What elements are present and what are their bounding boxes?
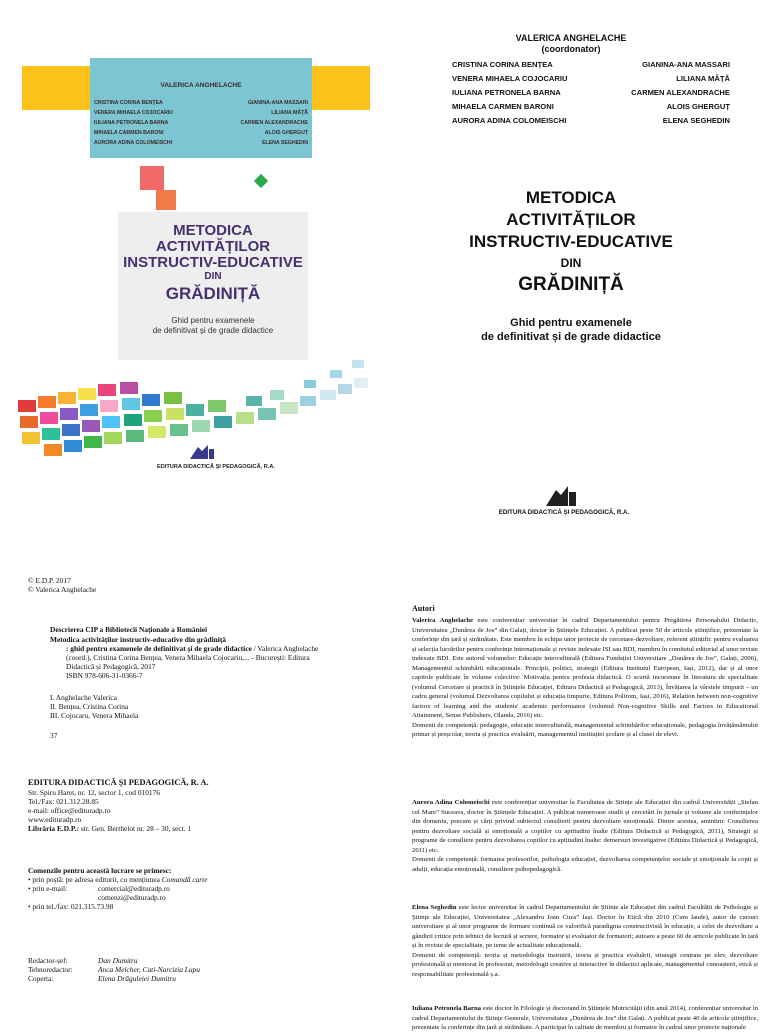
- author-bio: Aurora Adina Colomeischi este conferențiar universitar la Facultatea de Științe ale Educației din cadrul Universității „Ștefan cel Mare” Suceava, doctor în Științele Educației. A publicat numeroase studii și cercetări în jurnale și volume ale conferințelor din domeniu, precum și cărți privind subiectul consilierii pentru dezvoltare emoțională. Dintre acestea, amintim: Consilierea pentru dezvoltare socială și emoțională a copiilor cu aptitudini înalte (Editura Didactică și Pedagogică, 2011), Strategii și programe de consiliere pentru dezvoltarea copiilor cu aptitudini înalte: demersuri investigative (Editura Didactică și Pedagogică, 2011) etc. Domenii de competență: formarea profesorilor, psihologia educației, dezvoltarea competențelor sociale și emoționale la copii și adulți, educația emoțională, consiliere psihopedagogică.: [412, 799, 758, 873]
- author-domains: Domenii de competență: pedagogie, educație interculturală, managementul schimbărilor educaționale, pedagogia învățământului primar și preșcolar, teoria și practica evaluării, managementul instituției școlare și al clasei de elevi.: [412, 721, 758, 738]
- publisher-website: www.edituradp.ro: [28, 815, 82, 824]
- copyright-line: © Valerica Anghelache: [28, 585, 97, 594]
- orders-email-label: • prin e-mail:: [28, 884, 68, 893]
- publisher-logo-icon: [544, 484, 578, 508]
- author-bio: Elena Seghedin este lector universitar în cadrul Departamentului de Științe ale Educației din cadrul Facultății de Psihologie și Științe ale Educației, Universitatea „Alexandru Ioan Cuza” Iași. Doctor în Etică din 2010 (Cum laude), autor de cursuri universitare și al unor programe de formare continuă ce valorifică paradigma constructivistă în educație, a celei de dezvoltare a gândirii critice prin tehnici de lectură și scriere, formator și evaluator de formatori; autoare a peste 60 de articole publicate în țară și în reviste de specialitate, pe teme de actualitate educațională. Domenii de competență: teoria și metodologia instruirii, teoria și practica evaluării, strategii centrate pe elev, dezvoltare profesională și mentorat în profesorat, metodologii creative și interactive în didactici aplicate, managementul cunoașterii, etică și responsabilitate profesională ș.a.: [412, 904, 758, 978]
- orders-post: • prin poștă: pe adresa editurii, cu mențiunea Comandă carte: [28, 875, 208, 884]
- book-cover: [0, 0, 384, 512]
- cover-orange-square: [156, 190, 176, 210]
- cover-green-square: [254, 174, 268, 188]
- copyright-page: [0, 512, 384, 1024]
- bookstore-line: Librăria E.D.P.: str. Gen. Berthelot nr. 28 – 30, sect. 1: [28, 824, 192, 833]
- cover-title-block: METODICA ACTIVITĂȚILOR INSTRUCTIV-EDUCATIVE DIN GRĂDINIȚĂ Ghid pentru examenele de definitivat și de grade didactice: [118, 212, 308, 360]
- orders-tel: • prin tel./fax: 021.315.73.98: [28, 902, 114, 911]
- title-page-publisher: EDITURA DIDACTICĂ ȘI PEDAGOGICĂ, R.A.: [498, 509, 630, 516]
- publisher-address: Str. Spiru Haret, nr. 12, sector 1, cod 010176: [28, 788, 160, 797]
- staff-name: Anca Melcher, Cati-Narcizia Lupu: [98, 965, 200, 974]
- cip-heading: Descrierea CIP a Bibliotecii Naționale a României: [50, 625, 208, 634]
- orders-email-2: comenzi@edituradp.ro: [98, 893, 166, 902]
- cover-publisher-name: EDITURA DIDACTICĂ ȘI PEDAGOGICĂ, R.A.: [157, 464, 275, 470]
- publisher-phone: Tel./Fax: 021.312.28.85: [28, 797, 99, 806]
- staff-name: Elena Drăguleiei Dumitru: [98, 974, 177, 983]
- cip-title-line: Metodica activităților instructiv-educative din grădiniță: [50, 635, 226, 644]
- orders-email-1: comercial@edituradp.ro: [98, 884, 170, 893]
- authors-heading: Autori: [412, 604, 435, 613]
- author-domains: Domenii de competență: formarea profesorilor, psihologia educației, dezvoltarea competențelor sociale și emoționale la copii și adulți, educația emoțională, consiliere psihopedagogică.: [412, 856, 758, 873]
- title-line: INSTRUCTIV-EDUCATIVE: [469, 232, 673, 251]
- title-page: VALERICA ANGHELACHE (coordonator) CRISTINA CORINA BENȚEA GIANINA-ANA MASSARI VENERA MIHAELA COJOCARIU LILIANA MÂȚĂ IULIANA PETRONELA BARNA CARMEN ALEXANDRACHE MIHAELA CARMEN BARONI ALOIS GHERGUȚ AURORA ADINA COLOMEISCHI ELENA SEGHEDIN METODICA ACTIVITĂȚILOR INSTRUCTIV-EDUCATIVE DIN GRĂDINIȚĂ Ghid pentru examenele de definitivat și de grade didactice EDITURA DIDACTICĂ ȘI PEDAGOGICĂ, R.A.: [384, 0, 768, 512]
- staff-role: Redactor-șef:: [28, 956, 68, 965]
- cip-line: Didactică și Pedagogică, 2017: [66, 662, 156, 671]
- publisher-info-name: EDITURA DIDACTICĂ ȘI PEDAGOGICĂ, R. A.: [28, 778, 209, 787]
- cip-index-line: II. Bențea, Cristina Corina: [50, 702, 129, 711]
- cover-authors-block: VALERICA ANGHELACHE CRISTINA CORINA BENȚEA GIANINA-ANA MASSARI VENERA MIHAELA COJOCARIU LILIANA MÂȚĂ IULIANA PETRONELA BARNA CARMEN ALEXANDRACHE MIHAELA CARMEN BARONI ALOIS GHERGUȚ AURORA ADINA COLOMEISCHI ELENA SEGHEDIN: [90, 58, 312, 158]
- staff-role: Tehnoredactor:: [28, 965, 73, 974]
- publisher-logo-icon: [188, 443, 216, 461]
- cip-line: (coord.), Cristina Corina Bențea, Venera Mihaela Cojocariu,... - București: Editura: [66, 653, 310, 662]
- staff-role: Coperta:: [28, 974, 54, 983]
- cip-index-line: I. Anghelache Valerica: [50, 693, 117, 702]
- orders-heading: Comenzile pentru această lucrare se primesc:: [28, 866, 172, 875]
- author-bio: Valerica Anghelache este conferențiar universitar în cadrul Departamentului pentru Pregătirea Personalului Didactic, Universitatea „Dunărea de Jos” din Galați, doctor în Științele Educației. A publicat peste 50 de articole științifice, prezentate la conferințe din țară și străinătate. Este membru în echipa unor proiecte de cercetare-dezvoltare, referent științific pentru evaluarea și selecția lucrărilor pentru conferințe internaționale și reviste indexate ISI sau BDI, membru în comitetul editorial al unor reviste indexate BDI. Este autorul volumelor: Educație interculturală (Editura Fundației Universitare „Dunărea de Jos”, Galați, 2006), Managementul schimbării educaționale. Principii, politici, strategii (Editura Institutul European, Iași, 2012), dar și al unor capitole publicate în volume colective: Motivația pentru profesia didactică. O scurtă incursiune în literatura de specialitate (volumul Cercetare și practică în Științele Educației, Editura Didactică și Pedagogică, 2013), Învățarea la vârstele timpurii – un cadru general (volumul Dezvoltarea copilului și educația timpurie, Editura Polirom, Iași, 2016), Relation between non-cognitive factors of learning and the students' academic performance (volumul Non-cognitive Skills and Factors in Educational Attainment, Sense Publishers, Olanda, 2016) etc. Domenii de competență: pedagogie, educație interculturală, managementul schimbărilor educaționale, pedagogia învățământului primar și preșcolar, teoria și practica evaluării, managementul instituției școlare și al clasei de elevi.: [412, 617, 759, 738]
- title-page-coordinator: VALERICA ANGHELACHE (coordonator): [515, 33, 627, 54]
- publisher-email: e-mail: office@edituradp.ro: [28, 806, 111, 815]
- title-line: DIN: [560, 256, 582, 270]
- subtitle-line: de definitivat și de grade didactice: [481, 331, 661, 343]
- cover-red-square: [140, 166, 164, 190]
- cip-class: 37: [50, 731, 58, 740]
- cip-index-line: III. Cojocaru, Venera Mihaela: [50, 711, 139, 720]
- title-line: METODICA: [525, 188, 617, 207]
- staff-name: Dan Dumitru: [98, 956, 138, 965]
- author-domains: Domenii de competență: teoria și metodologia instruirii, teoria și practica evaluării, strategii centrate pe elev, dezvoltare profesională și mentorat în profesorat, metodologii creative și interactive în didactici aplicate, managementul cunoașterii, etică și responsabilitate profesională ș.a.: [412, 951, 758, 978]
- subtitle-line: Ghid pentru examenele: [510, 317, 632, 329]
- authors-page: [384, 512, 768, 1031]
- title-line: ACTIVITĂȚILOR: [506, 210, 636, 229]
- cover-coordinator: VALERICA ANGHELACHE: [160, 82, 242, 89]
- isbn-line: ISBN 978-606-31-0366-7: [66, 671, 143, 680]
- cip-subtitle-line: : ghid pentru examenele de definitivat și de grade didactice / Valerica Anghelache: [66, 644, 319, 653]
- author-bio: Iuliana Petronela Barna este doctor în Filologie și doctorand în Științele Motricității (din anul 2014), conferențiar universitar în cadrul Departamentului de Științe Generale, Universitatea „Dunărea de Jos” din Galați. A publicat peste 40 de articole științifice, prezentate la conferințe din țară și străinătate. A participat în calitate de membru și formator în cadrul unor proiecte naționale: [412, 1005, 759, 1031]
- title-line: GRĂDINIȚĂ: [518, 274, 624, 295]
- copyright-line: © E.D.P. 2017: [28, 576, 71, 585]
